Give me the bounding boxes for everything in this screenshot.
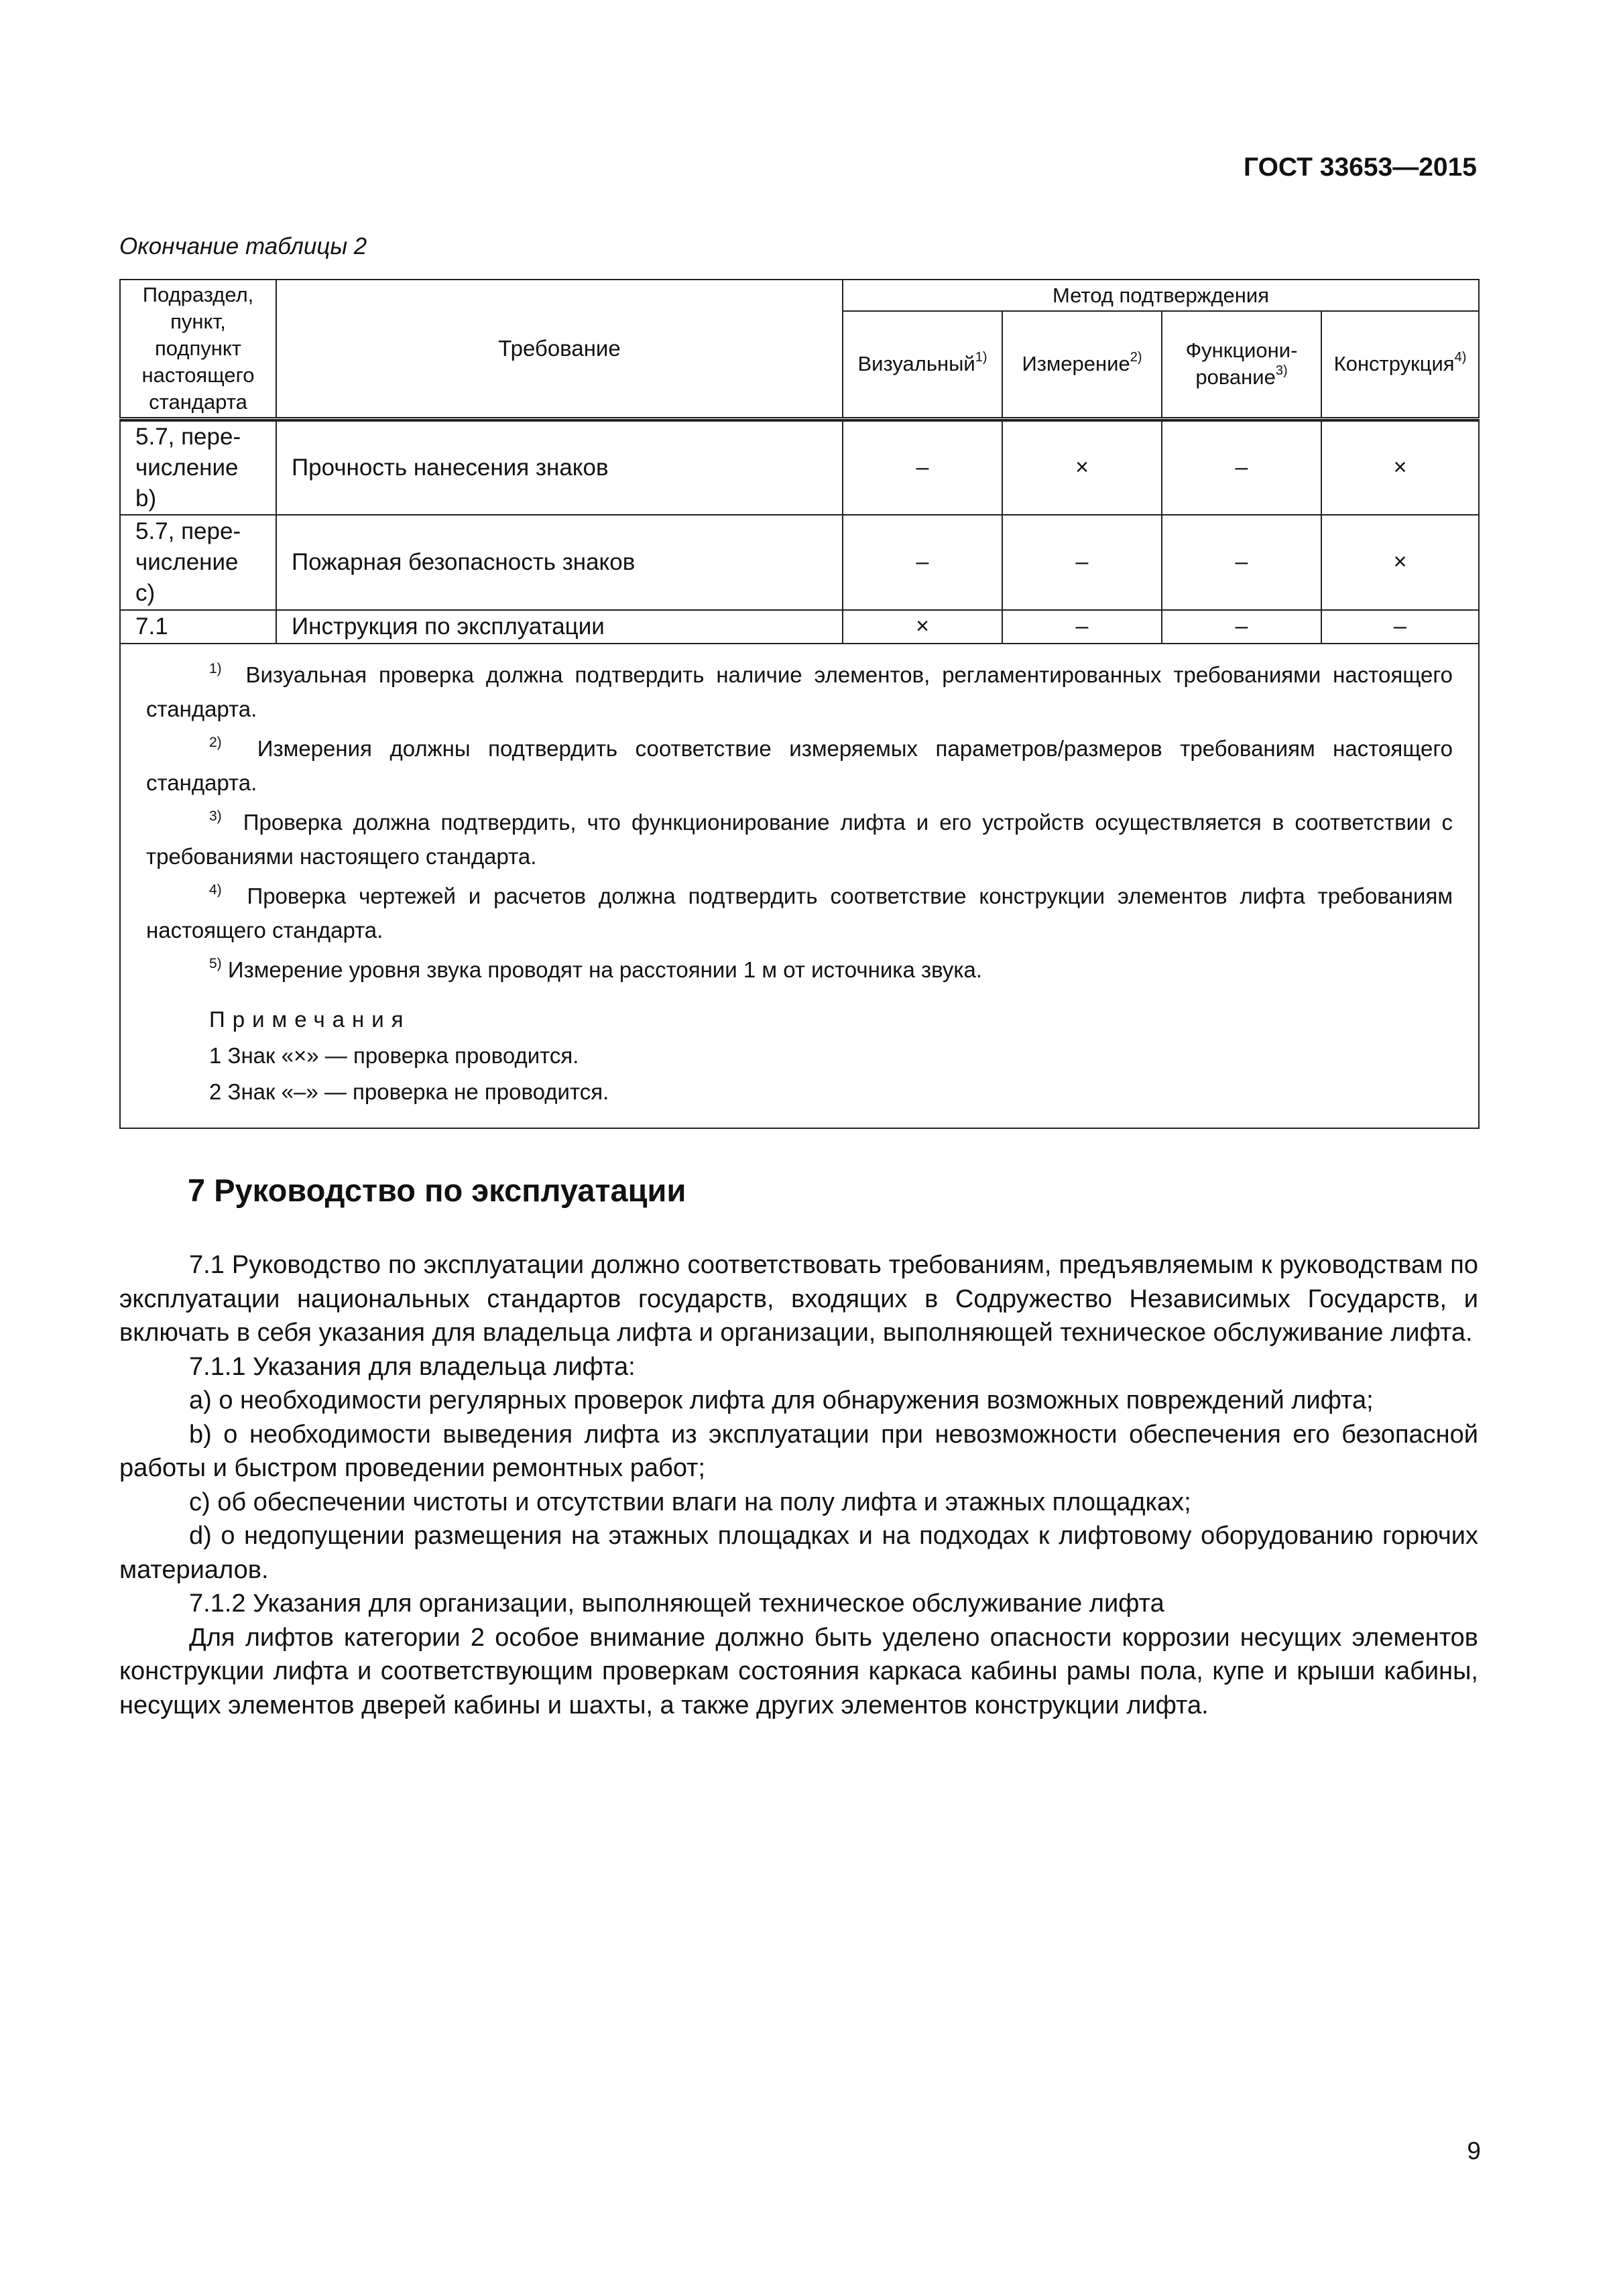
list-item: b) о необходимости выведения лифта из эксплуатации при невозможности обеспечения его безопасной работы и быстром проведении ремонтных работ; bbox=[119, 1420, 1478, 1482]
mark-cell: – bbox=[1002, 515, 1162, 610]
table-caption: Окончание таблицы 2 bbox=[119, 233, 367, 259]
header-function-cell: Функциони- рование$^{3)}$ bbox=[1162, 311, 1321, 418]
requirement-cell: Инструкция по эксплуатации bbox=[276, 610, 843, 644]
table-notes-cell bbox=[120, 644, 1479, 1128]
list-item: a) о необходимости регулярных проверок лифта для обнаружения возможных повреждений лифта; bbox=[189, 1386, 1374, 1414]
mark-cell: × bbox=[1321, 515, 1479, 610]
mark-cell: × bbox=[1002, 421, 1162, 515]
document-code: ГОСТ 33653—2015 bbox=[1244, 153, 1477, 182]
header-method-cell: Метод подтверждения bbox=[843, 280, 1479, 311]
section-cell: 5.7, пере- числение c) bbox=[120, 515, 276, 610]
footnote: $^{3)}$ Проверка должна подтвердить, что функционирование лифта и его устройств осуществляется в соответствии с требованиями настоящего стандарта. bbox=[146, 808, 1453, 869]
list-item: d) о недопущении размещения на этажных площадках и на подходах к лифтовому оборудованию горючих материалов. bbox=[119, 1522, 1478, 1584]
list-item: c) об обеспечении чистоты и отсутствии влаги на полу лифта и этажных площадках; bbox=[189, 1488, 1191, 1516]
paragraph: 7.1.2 Указания для организации, выполняющей техническое обслуживание лифта bbox=[189, 1589, 1164, 1618]
footnote: $^{1)}$ Визуальная проверка должна подтвердить наличие элементов, регламентированных требованиями настоящего стандарта. bbox=[146, 660, 1453, 721]
paragraph: 7.1.1 Указания для владельца лифта: bbox=[189, 1352, 636, 1381]
verification-table bbox=[119, 279, 1480, 1129]
paragraph: 7.1 Руководство по эксплуатации должно соответствовать требованиям, предъявляемым к руководствам по эксплуатации национальных стандартов государств, входящих в Содружество Независимых Государств, и включать в себя указания для владельца лифта и организации, выполняющей техническое обслуживание лифта. bbox=[119, 1251, 1478, 1347]
footnote: $^{4)}$ Проверка чертежей и расчетов должна подтвердить соответствие конструкции элементов лифта требованиям настоящего стандарта. bbox=[146, 882, 1453, 943]
table-row bbox=[120, 515, 1479, 610]
footnote: $^{2)}$ Измерения должны подтвердить соответствие измеряемых параметров/размеров требованиям настоящего стандарта. bbox=[146, 734, 1453, 795]
mark-cell: × bbox=[843, 610, 1002, 644]
section-title: 7 Руководство по эксплуатации bbox=[188, 1172, 686, 1208]
notes-heading: Примечания bbox=[209, 1006, 411, 1032]
note-item: 2 Знак «–» — проверка не проводится. bbox=[209, 1079, 609, 1104]
paragraph: Для лифтов категории 2 особое внимание должно быть уделено опасности коррозии несущих элементов конструкции лифта и соответствующим проверкам состояния каркаса кабины рамы пола, купе и крыши кабины, несущих элементов дверей кабины и шахты, а также других элементов конструкции лифта. bbox=[119, 1623, 1478, 1719]
section-cell: 5.7, пере- числение b) bbox=[120, 421, 276, 515]
section-body bbox=[119, 1248, 1478, 1722]
mark-cell: – bbox=[1162, 610, 1321, 644]
table-row bbox=[120, 610, 1479, 644]
header-construction-cell: Конструкция$^{4)}$ bbox=[1321, 311, 1479, 418]
mark-cell: – bbox=[1162, 421, 1321, 515]
header-requirement-cell: Требование bbox=[276, 280, 843, 418]
mark-cell: – bbox=[1002, 610, 1162, 644]
requirement-cell: Пожарная безопасность знаков bbox=[276, 515, 843, 610]
requirement-cell: Прочность нанесения знаков bbox=[276, 421, 843, 515]
mark-cell: – bbox=[1321, 610, 1479, 644]
header-visual-cell: Визуальный$^{1)}$ bbox=[843, 311, 1002, 418]
footnote: $^{5)}$ Измерение уровня звука проводят на расстоянии 1 м от источника звука. bbox=[209, 955, 983, 982]
header-measurement-cell: Измерение$^{2)}$ bbox=[1002, 311, 1162, 418]
section-cell: 7.1 bbox=[120, 610, 276, 644]
mark-cell: – bbox=[843, 421, 1002, 515]
mark-cell: – bbox=[843, 515, 1002, 610]
header-section-cell: Подраздел, пункт, подпункт настоящего стандарта bbox=[120, 280, 276, 418]
page-number: 9 bbox=[1467, 2137, 1481, 2165]
table-row bbox=[120, 421, 1479, 515]
note-item: 1 Знак «×» — проверка проводится. bbox=[209, 1042, 579, 1068]
mark-cell: – bbox=[1162, 515, 1321, 610]
mark-cell: × bbox=[1321, 421, 1479, 515]
